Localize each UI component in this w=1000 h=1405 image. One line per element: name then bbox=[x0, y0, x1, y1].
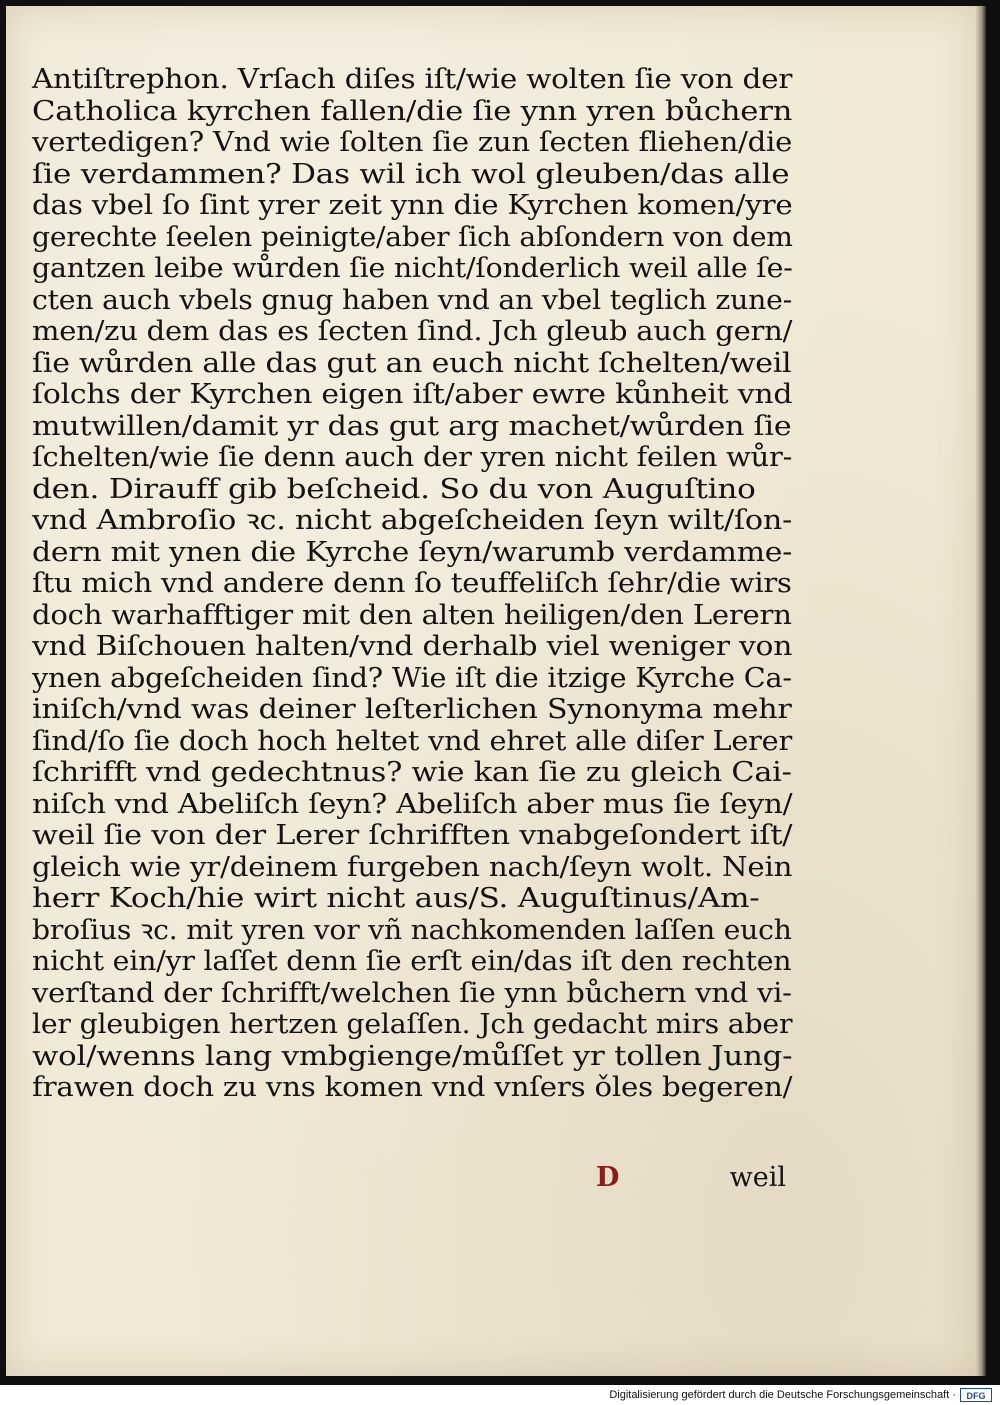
text-line: gerechte ſeelen peinigte/aber ſich abſondern von dem bbox=[32, 221, 793, 253]
text-line: niſch vnd Abeliſch ſeyn? Abeliſch aber mus ſie ſeyn/ bbox=[32, 788, 793, 820]
text-line: ſie wůrden alle das gut an euch nicht ſchelten/weil bbox=[32, 347, 792, 379]
text-line: gleich wie yr/deinem furgeben nach/ſeyn wolt. Nein bbox=[32, 851, 793, 883]
text-line: doch warhafftiger mit den alten heiligen/den Lerern bbox=[32, 599, 792, 631]
text-line: herr Koch/hie wirt nicht aus/S. Auguſtinus/Am- bbox=[32, 883, 760, 914]
text-line: ſolchs der Kyrchen eigen iſt/aber ewre kůnheit vnd bbox=[32, 379, 793, 410]
text-line: men/zu dem das es ſecten ſind. Jch gleub auch gern/ bbox=[32, 316, 793, 347]
text-line: den. Dirauff gib beſcheid. So du von Auguſtino bbox=[32, 473, 756, 505]
footer-credit: Digitalisierung gefördert durch die Deutsche Forschungsgemeinschaft · bbox=[609, 1389, 956, 1401]
signature-mark: D bbox=[596, 1162, 620, 1193]
text-line: dern mit ynen die Kyrche ſeyn/warumb verdamme- bbox=[32, 536, 793, 568]
catchword-line bbox=[596, 1162, 786, 1194]
text-line: iniſch/vnd was deiner leſterlichen Synonyma mehr bbox=[32, 694, 792, 725]
text-line: ſie verdammen? Das wil ich wol gleuben/das alle bbox=[32, 158, 790, 190]
text-line: weil ſie von der Lerer ſchrifften vnabgeſondert iſt/ bbox=[32, 820, 793, 851]
text-line: nicht ein/yr laſſet denn ſie erſt ein/das iſt den rechten bbox=[32, 946, 792, 977]
text-line: frawen doch zu vns komen vnd vnſers ǒles begeren/ bbox=[32, 1072, 793, 1103]
text-line: vertedigen? Vnd wie ſolten ſie zun ſecten fliehen/die bbox=[32, 127, 793, 158]
catchword: weil bbox=[729, 1162, 786, 1193]
dfg-logo-icon: DFG bbox=[960, 1388, 992, 1402]
page-edge bbox=[976, 6, 986, 1376]
text-line: ynen abgeſcheiden ſind? Wie iſt die itzige Kyrche Ca- bbox=[32, 662, 792, 694]
text-line: wol/wenns lang vmbgienge/můſſet yr tollen Jung- bbox=[32, 1040, 793, 1072]
text-line: mutwillen/damit yr das gut arg machet/wůrden ſie bbox=[32, 410, 792, 442]
text-line: Catholica kyrchen fallen/die ſie ynn yren bůchern bbox=[32, 95, 793, 127]
text-line: verſtand der ſchrifft/welchen ſie ynn bůchern vnd vi- bbox=[32, 977, 792, 1009]
text-line: broſius ꝛc. mit yren vor vñ nachkomenden laſſen euch bbox=[32, 914, 792, 946]
book-page bbox=[6, 6, 976, 1376]
text-line: ſchrifft vnd gedechtnus? wie kan ſie zu gleich Cai- bbox=[32, 757, 792, 788]
text-line: gantzen leibe wůrden ſie nicht/ſonderlich weil alle ſe- bbox=[32, 253, 793, 284]
text-line: vnd Ambroſio ꝛc. nicht abgeſcheiden ſeyn wilt/ſon- bbox=[32, 505, 793, 536]
body-text bbox=[32, 64, 792, 1104]
text-line: cten auch vbels gnug haben vnd an vbel teglich zune- bbox=[32, 284, 793, 316]
text-line: vnd Biſchouen halten/vnd derhalb viel weniger von bbox=[32, 631, 793, 662]
text-line: ſchelten/wie ſie denn auch der yren nicht feilen wůr- bbox=[32, 442, 793, 473]
text-line: Antiſtrephon. Vrſach diſes iſt/wie wolten ſie von der bbox=[32, 64, 793, 95]
text-line: ſtu mich vnd andere denn ſo teuffeliſch ſehr/die wirs bbox=[32, 568, 792, 599]
text-line: ſind/ſo ſie doch hoch heltet vnd ehret alle diſer Lerer bbox=[32, 725, 792, 757]
text-line: ler gleubigen hertzen gelaſſen. Jch gedacht mirs aber bbox=[32, 1009, 793, 1040]
text-line: das vbel ſo ſint yrer zeit ynn die Kyrchen komen/yre bbox=[32, 190, 793, 221]
